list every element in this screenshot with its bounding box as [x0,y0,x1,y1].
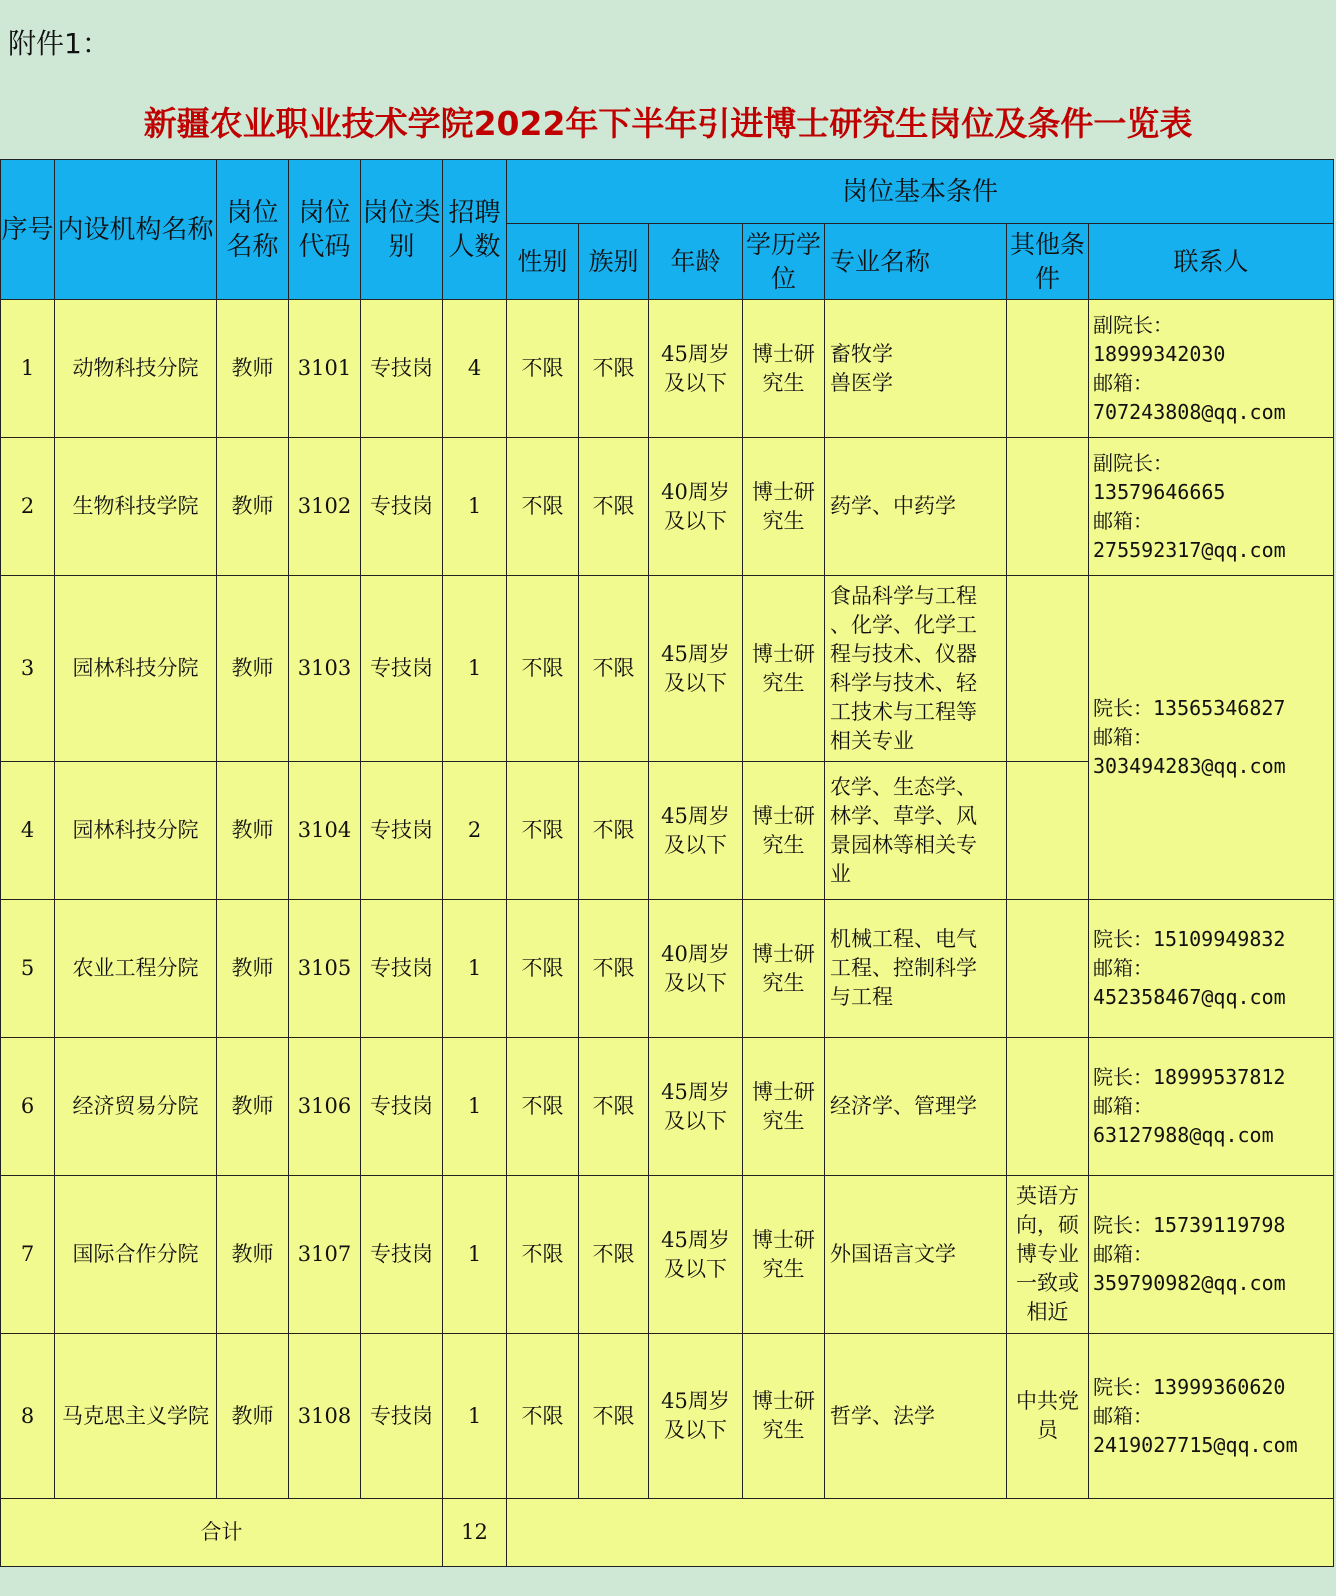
contact-line: 13579646665 [1093,479,1226,504]
major-line: 林学、草学、风 [830,803,977,828]
cell-age [649,576,743,762]
cell-contact [1089,438,1334,576]
table-row [1,300,1334,438]
cell-dept: 国际合作分院 [55,1176,217,1334]
cell-degree [743,300,825,438]
cell-seq: 5 [1,900,55,1038]
cell-post-type: 专技岗 [361,438,443,576]
cell-post-name: 教师 [217,1176,289,1334]
attachment-label: 附件1： [8,27,110,60]
cell-post-code: 3107 [289,1176,361,1334]
cell-count: 4 [443,300,507,438]
cell-gender: 不限 [507,576,579,762]
header-major: 专业名称 [825,224,1007,300]
cell-ethnicity: 不限 [579,1176,649,1334]
header-seq: 序号 [1,160,55,300]
cell-post-type: 专技岗 [361,576,443,762]
cell-seq: 3 [1,576,55,762]
header-post-code: 岗位代码 [289,160,361,300]
cell-major [825,762,1007,900]
cell-post-name: 教师 [217,438,289,576]
header-post-type: 岗位类别 [361,160,443,300]
major-line: 工程、控制科学 [830,956,977,980]
other-line: 中共党 [1016,1389,1079,1413]
other-line: 向，硕 [1016,1213,1079,1237]
cell-age [649,438,743,576]
cell-post-type: 专技岗 [361,1176,443,1334]
cell-dept: 动物科技分院 [55,300,217,438]
cell-gender: 不限 [507,1334,579,1499]
header-basic-conditions: 岗位基本条件 [507,160,1334,224]
cell-major [825,1334,1007,1499]
table-row [1,1038,1334,1176]
age-line: 及以下 [664,370,727,395]
cell-major [825,576,1007,762]
age-line: 40周岁 [661,941,730,966]
cell-age [649,900,743,1038]
cell-gender: 不限 [507,1038,579,1176]
cell-other [1007,900,1089,1038]
contact-line: 院长：15739119798 [1093,1213,1286,1237]
cell-gender: 不限 [507,1176,579,1334]
degree-line: 究生 [762,970,805,995]
degree-line: 博士研 [752,341,815,366]
contact-line: 院长：15109949832 [1093,927,1286,951]
cell-other [1007,1334,1089,1499]
table-body [1,300,1334,1499]
cell-seq: 4 [1,762,55,900]
cell-major [825,300,1007,438]
contact-line: 303494283@qq.com [1093,754,1286,778]
other-line: 员 [1037,1418,1058,1442]
cell-age [649,1176,743,1334]
age-line: 及以下 [664,508,727,533]
major-line: 景园林等相关专 [830,832,977,857]
table-row [1,900,1334,1038]
cell-major [825,1176,1007,1334]
other-line: 英语方 [1016,1184,1079,1208]
cell-ethnicity: 不限 [579,900,649,1038]
contact-line: 副院长： [1093,312,1173,337]
header-count: 招聘人数 [443,160,507,300]
contact-line: 邮箱： [1093,1403,1153,1428]
cell-ethnicity: 不限 [579,438,649,576]
contact-line: 院长：13999360620 [1093,1374,1286,1399]
total-empty [507,1499,1334,1567]
degree-line: 究生 [762,832,805,857]
header-age: 年龄 [649,224,743,300]
cell-gender: 不限 [507,438,579,576]
major-line: 外国语言文学 [830,1242,956,1266]
major-line: 哲学、法学 [830,1403,935,1428]
cell-count: 1 [443,900,507,1038]
other-line: 博专业 [1016,1242,1079,1266]
cell-post-type: 专技岗 [361,1038,443,1176]
cell-ethnicity: 不限 [579,300,649,438]
contact-line: 邮箱： [1093,370,1153,395]
cell-age [649,762,743,900]
cell-count: 1 [443,1334,507,1499]
cell-ethnicity: 不限 [579,1334,649,1499]
cell-gender: 不限 [507,762,579,900]
cell-count: 2 [443,762,507,900]
table-row [1,576,1334,762]
total-count: 12 [443,1499,507,1567]
cell-other [1007,762,1089,900]
contact-line: 63127988@qq.com [1093,1123,1274,1147]
header-other: 其他条件 [1007,224,1089,300]
contact-line: 邮箱： [1093,508,1153,533]
cell-ethnicity: 不限 [579,762,649,900]
cell-other [1007,1038,1089,1176]
cell-seq: 8 [1,1334,55,1499]
table-row [1,438,1334,576]
age-line: 45周岁 [661,1079,730,1104]
table-header [1,160,1334,300]
cell-degree [743,762,825,900]
cell-dept: 园林科技分院 [55,762,217,900]
degree-line: 博士研 [752,1227,815,1252]
page-title: 新疆农业职业技术学院2022年下半年引进博士研究生岗位及条件一览表 [143,104,1193,143]
cell-post-type: 专技岗 [361,300,443,438]
major-line: 兽医学 [830,370,893,395]
cell-contact [1089,300,1334,438]
cell-dept: 园林科技分院 [55,576,217,762]
other-line: 一致或 [1016,1271,1079,1295]
cell-dept: 马克思主义学院 [55,1334,217,1499]
contact-line: 院长：18999537812 [1093,1065,1286,1089]
cell-count: 1 [443,576,507,762]
header-post-name: 岗位名称 [217,160,289,300]
cell-count: 1 [443,438,507,576]
cell-post-name: 教师 [217,576,289,762]
age-line: 及以下 [664,832,727,857]
degree-line: 究生 [762,1256,805,1281]
cell-other [1007,1176,1089,1334]
major-line: 科学与技术、轻 [830,670,977,695]
age-line: 及以下 [664,970,727,995]
age-line: 及以下 [664,670,727,695]
cell-age [649,1038,743,1176]
cell-count: 1 [443,1038,507,1176]
age-line: 45周岁 [661,1389,730,1413]
cell-contact [1089,1334,1334,1499]
cell-contact [1089,1176,1334,1334]
degree-line: 博士研 [752,1389,815,1413]
contact-line: 2419027715@qq.com [1093,1432,1298,1457]
major-line: 经济学、管理学 [830,1094,977,1118]
cell-other [1007,300,1089,438]
total-label: 合计 [1,1499,443,1567]
cell-age [649,1334,743,1499]
age-line: 45周岁 [661,1227,730,1252]
major-line: 业 [830,861,851,886]
cell-major [825,1038,1007,1176]
contact-line: 邮箱： [1093,1094,1153,1118]
header-ethnicity: 族别 [579,224,649,300]
cell-degree [743,1176,825,1334]
cell-seq: 2 [1,438,55,576]
major-line: 、化学、化学工 [830,612,977,637]
cell-degree [743,576,825,762]
age-line: 45周岁 [661,803,730,828]
contact-line: 邮箱： [1093,1242,1153,1266]
degree-line: 究生 [762,508,805,533]
major-line: 畜牧学 [830,341,893,366]
major-line: 工技术与工程等 [830,699,977,724]
cell-degree [743,900,825,1038]
cell-other [1007,576,1089,762]
cell-post-name: 教师 [217,1038,289,1176]
major-line: 相关专业 [830,728,914,753]
cell-contact [1089,900,1334,1038]
cell-major [825,900,1007,1038]
contact-line: 邮箱： [1093,725,1153,749]
major-line: 程与技术、仪器 [830,641,977,666]
cell-post-name: 教师 [217,762,289,900]
major-line: 机械工程、电气 [830,927,977,951]
contact-line: 院长：13565346827 [1093,696,1286,720]
cell-ethnicity: 不限 [579,576,649,762]
other-line: 相近 [1026,1300,1069,1324]
degree-line: 博士研 [752,941,815,966]
contact-line: 452358467@qq.com [1093,985,1286,1009]
age-line: 及以下 [664,1256,727,1281]
cell-age [649,300,743,438]
cell-post-code: 3103 [289,576,361,762]
degree-line: 博士研 [752,641,815,666]
cell-post-code: 3108 [289,1334,361,1499]
degree-line: 博士研 [752,803,815,828]
degree-line: 究生 [762,1418,805,1442]
cell-post-code: 3102 [289,438,361,576]
contact-line: 707243808@qq.com [1093,399,1286,424]
cell-degree [743,1334,825,1499]
degree-line: 究生 [762,670,805,695]
cell-dept: 经济贸易分院 [55,1038,217,1176]
cell-post-type: 专技岗 [361,900,443,1038]
cell-seq: 6 [1,1038,55,1176]
cell-contact [1089,1038,1334,1176]
table-footer [1,1499,1334,1567]
contact-line: 副院长： [1093,450,1173,475]
header-contact: 联系人 [1089,224,1334,300]
degree-line: 博士研 [752,479,815,504]
cell-degree [743,1038,825,1176]
cell-post-code: 3101 [289,300,361,438]
cell-other [1007,438,1089,576]
degree-line: 究生 [762,1108,805,1133]
cell-post-name: 教师 [217,900,289,1038]
age-line: 及以下 [664,1108,727,1133]
cell-post-name: 教师 [217,1334,289,1499]
major-line: 食品科学与工程 [830,583,977,608]
header-dept: 内设机构名称 [55,160,217,300]
cell-ethnicity: 不限 [579,1038,649,1176]
cell-post-name: 教师 [217,300,289,438]
cell-seq: 1 [1,300,55,438]
contact-line: 18999342030 [1093,341,1226,366]
cell-degree [743,438,825,576]
cell-dept: 生物科技学院 [55,438,217,576]
age-line: 45周岁 [661,641,730,666]
age-line: 及以下 [664,1418,727,1442]
header-degree: 学历学位 [743,224,825,300]
contact-line: 359790982@qq.com [1093,1271,1286,1295]
age-line: 45周岁 [661,341,730,366]
major-line: 药学、中药学 [830,494,956,518]
positions-table [0,159,1334,1567]
major-line: 农学、生态学、 [830,774,977,799]
cell-contact [1089,576,1334,900]
cell-major [825,438,1007,576]
table-row [1,1176,1334,1334]
cell-post-code: 3106 [289,1038,361,1176]
cell-post-code: 3104 [289,762,361,900]
cell-gender: 不限 [507,900,579,1038]
contact-line: 275592317@qq.com [1093,537,1286,562]
cell-post-code: 3105 [289,900,361,1038]
cell-post-type: 专技岗 [361,1334,443,1499]
age-line: 40周岁 [661,479,730,504]
degree-line: 博士研 [752,1079,815,1104]
cell-count: 1 [443,1176,507,1334]
major-line: 与工程 [830,985,893,1009]
cell-post-type: 专技岗 [361,762,443,900]
contact-line: 邮箱： [1093,956,1153,980]
cell-seq: 7 [1,1176,55,1334]
table-row [1,1334,1334,1499]
header-gender: 性别 [507,224,579,300]
cell-dept: 农业工程分院 [55,900,217,1038]
degree-line: 究生 [762,370,805,395]
cell-gender: 不限 [507,300,579,438]
